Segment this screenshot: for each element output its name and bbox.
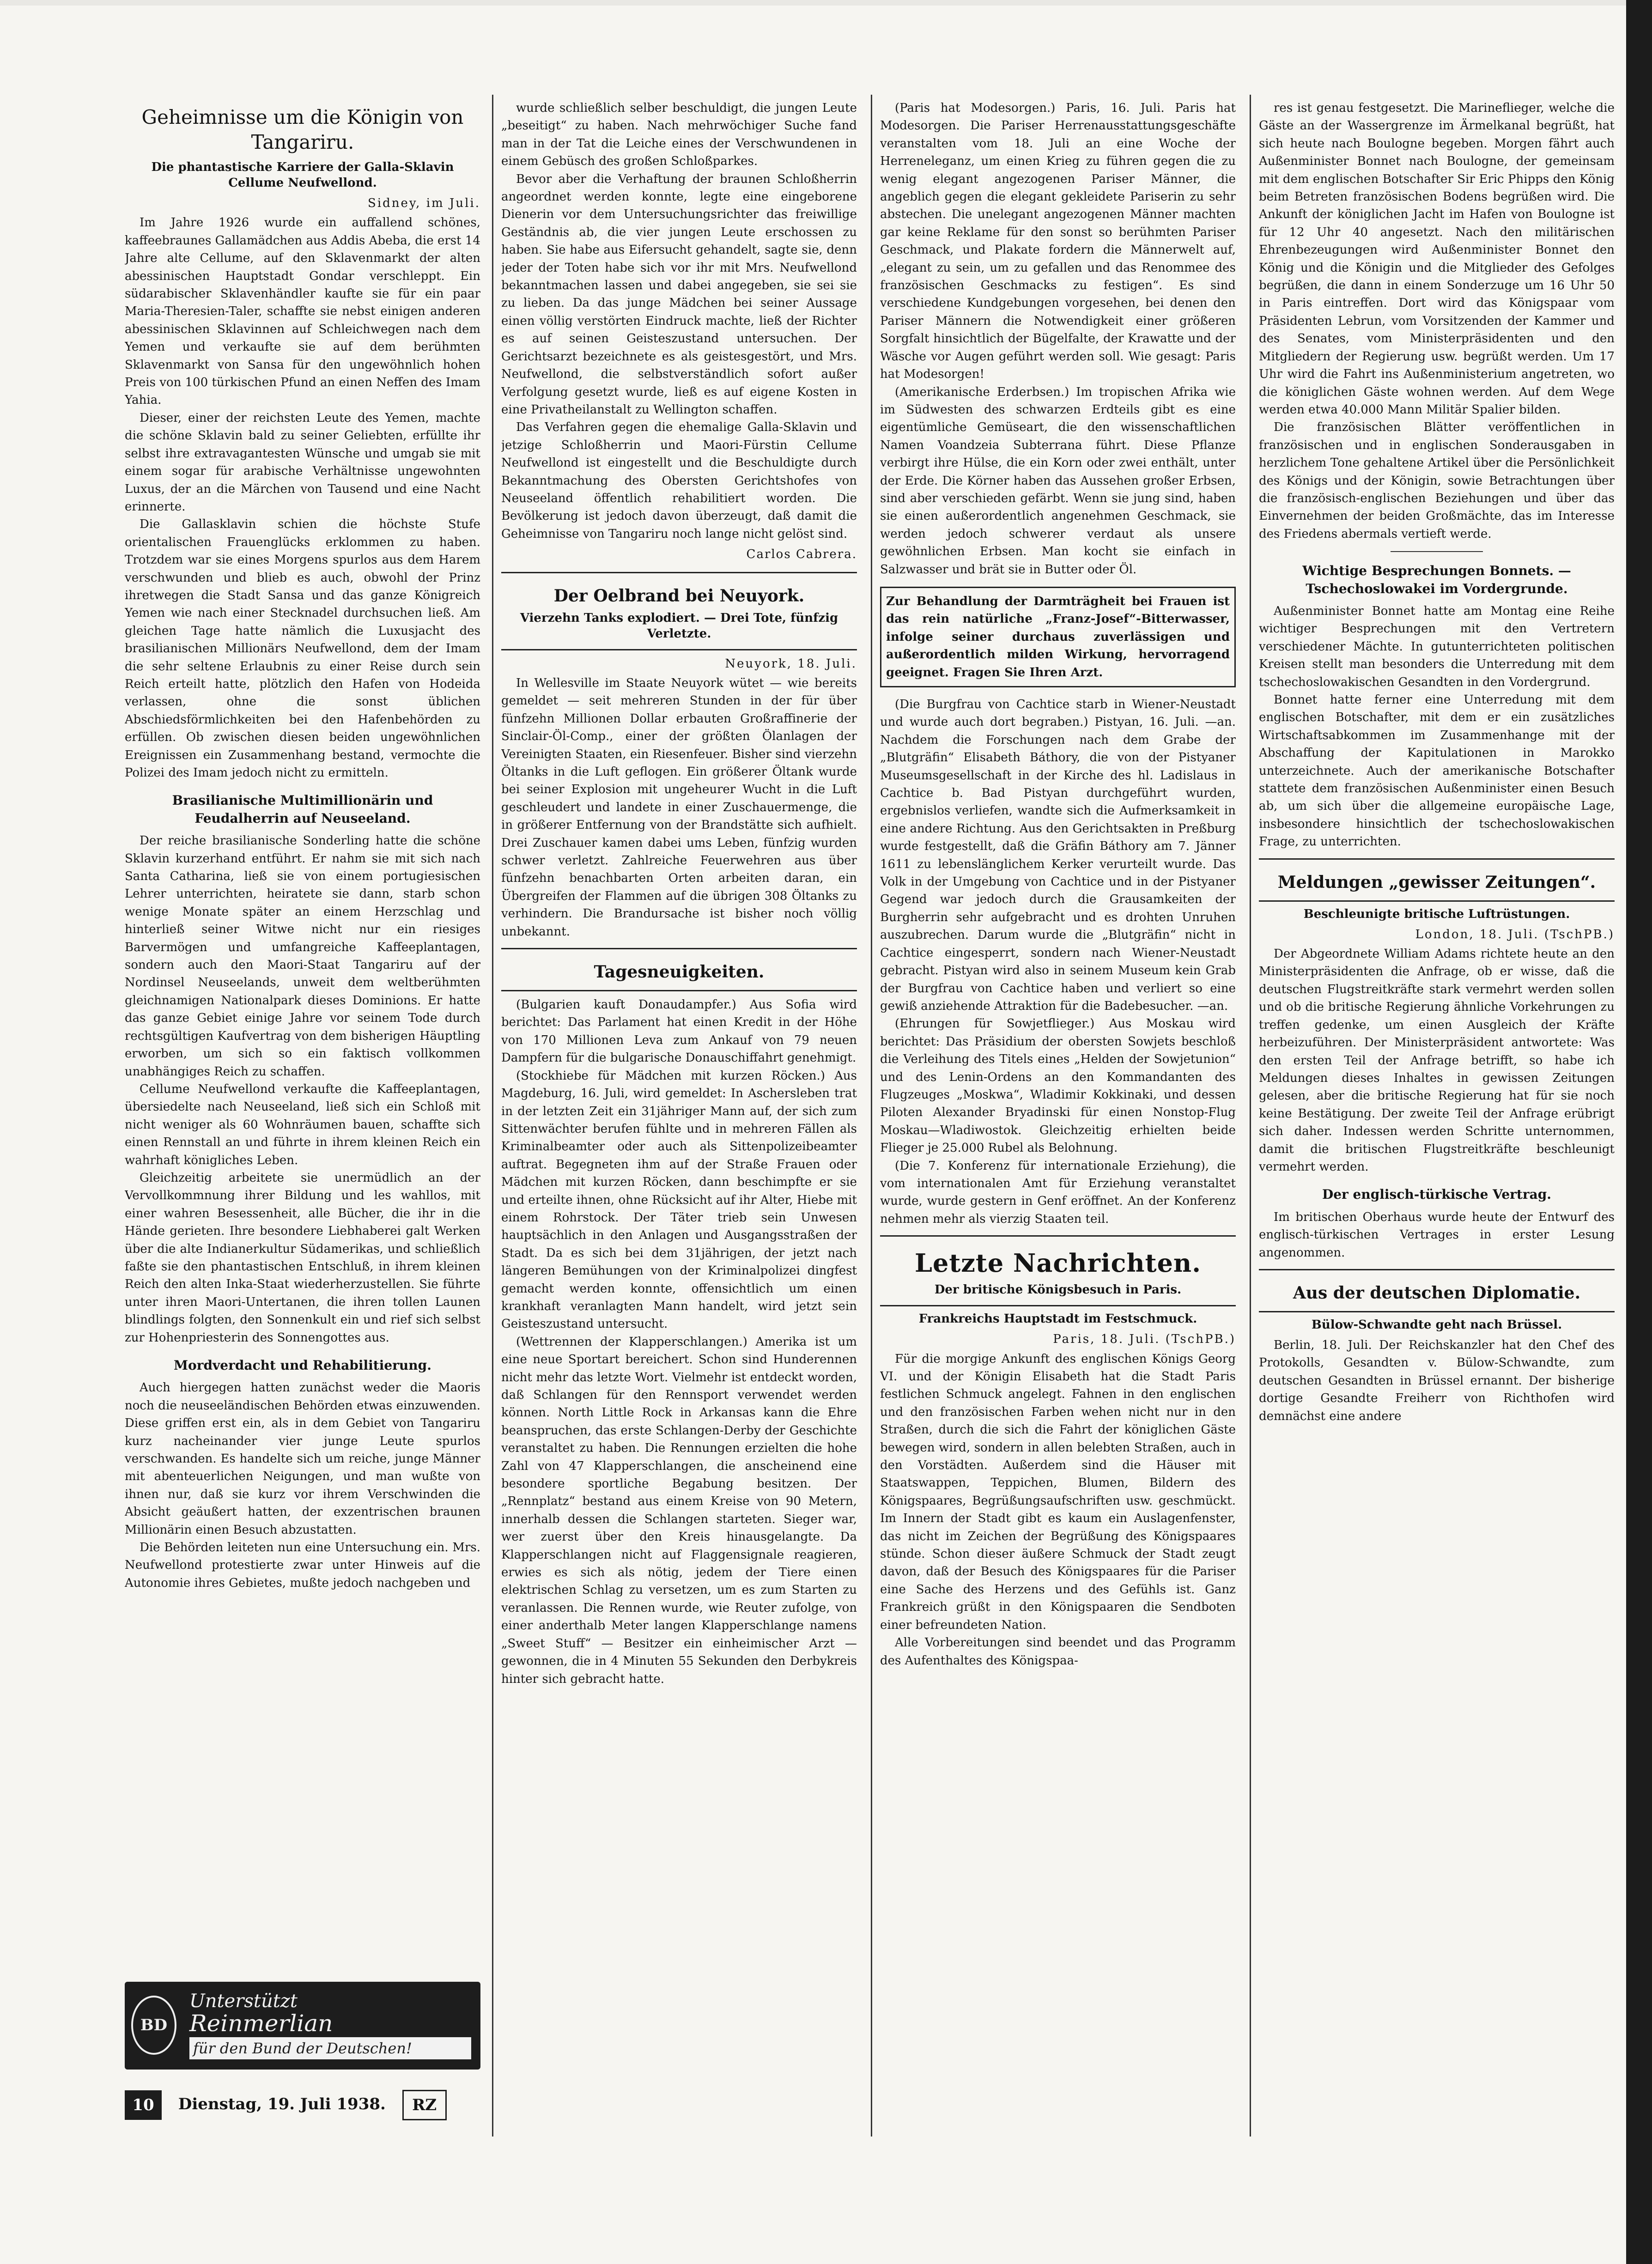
article-title-oelbrand: Der Oelbrand bei Neuyork. xyxy=(553,586,805,606)
ad-slogan xyxy=(189,1990,471,2059)
article-subtitle-oelbrand: Vierzehn Tanks explodiert. — Drei Tote, fünfzig Verletzte. xyxy=(520,611,838,641)
paragraph: Dieser, einer der reichsten Leute des Yemen, machte die schöne Sklavin bald zu seiner Geliebten, erfüllte ihr selbst ihre extravagantesten Wünsche und umgab sie mit einem sogar für arabische Verhältnisse ungewohnten Luxus, der an die Märchen von Tausend und eine Nacht erinnerte. xyxy=(125,411,480,514)
dateline-paris: Paris, 18. Juli. (TschPB.) xyxy=(1053,1332,1236,1347)
paragraph: (Paris hat Modesorgen.) Paris, 16. Juli. Paris hat Modesorgen. Die Pariser Herrenausstattungsgeschäfte veranstalten vom 18. Juli an eine Woche der Herreneleganz, um einen Krieg zu führen gegen die zu wenig elegant angezogenen Pariser Männer, die angeblich gegen die elegant gekleidete Pariserin zu sehr abstechen. Die unelegant angezogenen Männer machten gar keine Reklame für den sonst so berühmten Pariser Geschmack, und Plakate fordern die Männerwelt auf, „elegant zu sein, um zu gefallen und das Renommee des französischen Geschmacks zu festigen“. Es sind verschiedene Kundgebungen vorgesehen, bei denen den Pariser Männern die Notwendigkeit einer größeren Sorgfalt hinsichtlich der Bügelfalte, der Krawatte und der Wäsche vor Augen geführt werden soll. Wie gesagt: Paris hat Modesorgen! xyxy=(880,101,1236,382)
paragraph: (Die Burgfrau von Cachtice starb in Wiener-Neustadt und wurde auch dort begraben.) Pistyan, 16. Juli. —an. Nachdem die Forschungen nach dem Grabe der „Blutgräfin“ Elisabeth Báthory, die von der Pistyaner Museumsgesellschaft in der Kirche des hl. Ladislaus in Cachtice b. Bad Pistyan durchgeführt wurden, ergebnislos verliefen, wandte sich die Aufmerksamkeit in eine andere Richtung. Aus den Gerichtsakten in Preßburg wurde festgestellt, daß die Gräfin Báthory am 7. Jänner 1611 zu lebenslänglichem Kerker verurteilt wurde. Das Volk in der Umgebung von Cachtice und in der Pistyaner Gegend war jedoch durch die Grausamkeiten der Burgherrin sehr aufgebracht und es drohten Unruhen auszubrechen. Darum wurde die „Blutgräfin“ nicht in Cachtice eingesperrt, sondern nach Wiener-Neustadt gebracht. Pistyan wird also in seinem Museum kein Grab der Burgfrau von Cachtice haben und verliert so eine gewiß anziehende Attraktion für die Badebesucher. —an. xyxy=(880,698,1236,1013)
paragraph: (Stockhiebe für Mädchen mit kurzen Röcken.) Aus Magdeburg, 16. Juli, wird gemeldet: In Aschersleben trat in der letzten Zeit ein 31jähriger Mann auf, der sich zum Sittenwächter berufen fühlte und in mehreren Fällen als Kriminalbeamter oder auch als Sittenpolizeibeamter auftrat. Begegneten ihm auf der Straße Frauen oder Mädchen mit kurzen Röcken, dann beschimpfte er sie und erteilte ihnen, ohne Rücksicht auf ihr Alter, Hiebe mit einem Rohrstock. Der Täter trieb sein Unwesen hauptsächlich in den Anlagen und Ausgangsstraßen der Stadt. Da es sich bei dem 31jährigen, der jetzt nach längeren Bemühungen von der Kriminalpolizei dingfest gemacht werden konnte, offensichtlich um einen krankhaft veranlagten Mann handelt, wird jetzt sein Geisteszustand untersucht. xyxy=(501,1068,857,1331)
article-title-meldungen: Meldungen „gewisser Zeitungen“. xyxy=(1277,872,1596,892)
column-2 xyxy=(501,99,857,2169)
ad-line-1: Unterstützt xyxy=(189,1991,298,2012)
paragraph: Für die morgige Ankunft des englischen Königs Georg VI. und der Königin Elisabeth hat die Stadt Paris festlichen Schmuck angelegt. Fahnen in den englischen und den französischen Farben wehen nicht nur in den Straßen, durch die sich die Fahrt der königlichen Gäste bewegen wird, sondern in allen belebten Straßen, auch in den Vorstädten. Außerdem sind die Häuser mit Staatswappen, Teppichen, Blumen, Bildern des Königspaares, Begrüßungsaufschriften usw. geschmückt. Im Innern der Stadt gibt es kaum ein Auslagenfenster, das nicht im Zeichen der Begrüßung des Königspaares stünde. Schon dieser äußere Schmuck der Stadt zeugt davon, daß der Besuch des Königspaares für die Pariser eine Sache des Herzens und des Gefühls ist. Ganz Frankreich grüßt in den Königspaaren die Sendboten einer befreundeten Nation. xyxy=(880,1352,1236,1632)
dateline-neuyork: Neuyork, 18. Juli. xyxy=(725,656,857,671)
paragraph: Die französischen Blätter veröffentlichen in französischen und in englischen Sonderausgaben in herzlichem Tone gehaltene Artikel über die Persönlichkeit des Königs und der Königin, sowie Betrachtungen über die französisch-englischen Beziehungen und über das Einvernehmen der beiden Großmächte, das im Interesse des Friedens abermals vertieft werde. xyxy=(1259,420,1615,541)
paragraph: (Ehrungen für Sowjetflieger.) Aus Moskau wird berichtet: Das Präsidium der obersten Sowjets beschloß die Verleihung des Titels eines „Helden der Sowjetunion“ und des Lenin-Ordens an den Kommandanten des Flugzeuges „Moskwa“, Wladimir Kokkinaki, und dessen Piloten Alexander Bryadinski für einen Nonstop-Flug Moskau—Wladiwostok. Gleichzeitig erhielten beide Flieger je 25.000 Rubel als Belohnung. xyxy=(880,1017,1236,1155)
bund-der-deutschen-ad xyxy=(125,1982,480,2070)
divider xyxy=(1391,551,1483,552)
article-subtitle-koenigsbesuch: Der britische Königsbesuch in Paris. xyxy=(934,1283,1182,1297)
scan-edge-right xyxy=(1626,0,1652,2264)
paragraph: (Wettrennen der Klapperschlangen.) Amerika ist um eine neue Sportart bereichert. Schon sind Hunderennen nicht mehr das letzte Wort. Vielmehr ist entdeckt worden, daß Schlangen für den Rennsport verwendet werden können. North Little Rock in Arkansas kann die Ehre beanspruchen, das erste Schlangen-Derby der Geschichte veranstaltet zu haben. Die Rennungen erzielten die hohe Zahl von 47 Klapperschlangen, die anscheinend eine besondere sportliche Begabung besitzen. Der „Rennplatz“ bestand aus einem Kreise von 90 Metern, innerhalb dessen die Schlangen starteten. Sieger war, wer zuerst über den Kreis hinausgelangte. Da Klapperschlangen nicht auf Flaggensignale reagieren, erwies es sich als nötig, jedem der Tiere einen elektrischen Schlag zu versetzen, um es zum Starten zu veranlassen. Die Rennen wurde, wie Reuter zufolge, von einer anderthalb Meter langen Klapperschlange namens „Sweet Stuff“ — Besitzer ein einheimischer Arzt — gewonnen, die in 4 Minuten 55 Sekunden den Derbykreis hinter sich gebracht hatte. xyxy=(501,1335,857,1686)
paragraph: Die Gallasklavin schien die höchste Stufe orientalischen Frauenglücks erklommen zu haben. Trotzdem war sie eines Morgens spurlos aus dem Harem verschwunden und blieb es auch, obwohl der Prinz ihretwegen die Stadt Sansa und das ganze Königreich Yemen wie nach einer Stecknadel durchsuchen ließ. Am gleichen Tage hatte nämlich die Luxusjacht des brasilianischen Millionärs Neufwellond, dem der Imam die sehr seltene Erlaubnis zu einer Reise durch sein Reich erteilt hatte, plötzlich den Hafen von Hodeida verlassen, ohne die sonst üblichen Abschiedsförmlichkeiten bei den Hafenbehörden zu erfüllen. Ob zwischen diesen beiden ungewöhnlichen Ereignissen ein Zusammenhang bestand, vermochte die Polizei des Imam jedoch nicht zu ermitteln. xyxy=(125,517,480,780)
section-heading: Der englisch-türkische Vertrag. xyxy=(1322,1187,1552,1202)
section-heading: Wichtige Besprechungen Bonnets. — Tschechoslowakei im Vordergrunde. xyxy=(1302,563,1571,596)
column-1 xyxy=(125,99,480,2169)
article-subtitle-festschmuck: Frankreichs Hauptstadt im Festschmuck. xyxy=(918,1312,1197,1326)
article-title-diplomatie: Aus der deutschen Diplomatie. xyxy=(1293,1283,1581,1303)
section-heading: Brasilianische Multimillionärin und Feudalherrin auf Neuseeland. xyxy=(172,793,433,826)
author-signature: Carlos Cabrera. xyxy=(746,547,857,562)
paragraph: Das Verfahren gegen die ehemalige Galla-Sklavin und jetzige Schloßherrin und Maori-Fürstin Cellume Neufwellond ist eingestellt und die Beschuldigte durch Bekanntmachung des Obersten Gerichtshofes von Neuseeland öffentlich rehabilitiert worden. Die Bevölkerung ist jedoch davon überzeugt, daß damit die Geheimnisse von Tangariru noch lange nicht gelöst sind. xyxy=(501,420,857,541)
paragraph: Der reiche brasilianische Sonderling hatte die schöne Sklavin kurzerhand entführt. Er nahm sie mit sich nach Santa Catharina, ließ sie von einem portugiesischen Lehrer unterrichten, heiratete sie dann, starb schon wenige Monate später an einem Herzschlag und hinterließ seiner Witwe nicht nur ein riesiges Barvermögen und umfangreiche Kaffeeplantagen, sondern auch den Maori-Staat Tangariru auf der Nordinsel Neuseelands, unweit dem weltberühmten gleichnamigen Nationalpark dieses Dominions. Er hatte das ganze Gebiet einige Jahre vor seinem Tode durch rechtsgültigen Kaufvertrag von dem bisherigen Häuptling erworben, um sich so ein faktisch vollkommen unabhängiges Reich zu schaffen. xyxy=(125,834,480,1079)
article-title-tangariru: Geheimnisse um die Königin von Tangariru. xyxy=(141,106,464,153)
paragraph: Gleichzeitig arbeitete sie unermüdlich an der Vervollkommnung ihrer Bildung und les wahllos, mit einer wahren Besessenheit, alle Bücher, die ihr in die Hände gerieten. Ihre besondere Liebhaberei galt Werken über die alte Indianerkultur Südamerikas, und schließlich faßte sie den phantastischen Entschluß, in ihrem kleinen Reich den alten Inka-Staat wiederherzustellen. Sie führte unter ihren Maori-Untertanen, die ihren tollen Launen blindlings folgten, den Sonnenkult ein und rief sich selbst zur Hohenpriesterin des Sonnengottes aus. xyxy=(125,1171,480,1345)
column-4 xyxy=(1259,99,1615,2169)
bd-badge-icon: BD xyxy=(131,1996,176,2055)
column-rule-2 xyxy=(871,95,872,2137)
paragraph: res ist genau festgesetzt. Die Marineflieger, welche die Gäste an der Wassergrenze im Ärmelkanal begrüßt, hat sich heute nach Boulogne begeben. Morgen fährt auch Außenminister Bonnet nach Boulogne, der gemeinsam mit dem englischen Botschafter Sir Eric Phipps den König beim Betreten französischen Bodens begrüßen wird. Die Ankunft der königlichen Jacht im Hafen von Boulogne ist für 12 Uhr 40 angesetzt. Nach den militärischen Ehrenbezeugungen wird Außenminister Bonnet den König und die Königin und die Mitglieder des Gefolges begrüßen, die dann in einem Sonderzuge um 16 Uhr 50 in Paris eintreffen. Dort wird das Königspaar vom Präsidenten Lebrun, vom Vorsitzenden der Kammer und des Senates, vom Ministerpräsidenten und den Mitgliedern der Regierung usw. begrüßt werden. Um 17 Uhr wird die Fahrt ins Außenministerium angetreten, wo die königlichen Gäste wohnen werden. Auf dem Wege werden etwa 40.000 Mann Militär Spalier bilden. xyxy=(1259,101,1615,417)
scan-edge-top xyxy=(0,0,1652,6)
paragraph: Cellume Neufwellond verkaufte die Kaffeeplantagen, übersiedelte nach Neuseeland, ließ sich ein Schloß mit nicht weniger als 60 Wohnräumen bauen, schaffte sich einen Rennstall an und führte in ihrem kleinen Reich ein wahrhaft königliches Leben. xyxy=(125,1082,480,1167)
paragraph: wurde schließlich selber beschuldigt, die jungen Leute „beseitigt“ zu haben. Nach mehrwöchiger Suche fand man in der Tat die Leiche eines der Verschwundenen in einem Gebüsch des großen Schloßparkes. xyxy=(501,101,857,169)
paragraph: In Wellesville im Staate Neuyork wütet — wie bereits gemeldet — seit mehreren Stunden in der für über fünfzehn Millionen Dollar erbauten Großraffinerie der Sinclair-Öl-Comp., einer der größten Ölanlagen der Vereinigten Staaten, ein Riesenfeuer. Bisher sind vierzehn Öltanks in die Luft geflogen. Ein größerer Öltank wurde bei seiner Explosion mit ungeheurer Wucht in die Luft geschleudert und landete in einer Zuschauermenge, die in größerer Entfernung von der Brandstätte sich aufhielt. Drei Zuschauer kamen dabei ums Leben, fünfzig wurden schwer verletzt. Zahlreiche Feuerwehren aus über fünfzehn benachbarten Orten arbeiten daran, ein Übergreifen der Flammen auf die übrigen 308 Öltanks zu verhindern. Die Brandursache ist bisher noch völlig unbekannt. xyxy=(501,676,857,939)
dateline-london: London, 18. Juli. (TschPB.) xyxy=(1415,927,1615,941)
column-3 xyxy=(880,99,1236,2169)
paragraph: Die Behörden leiteten nun eine Untersuchung ein. Mrs. Neufwellond protestierte zwar unter Hinweis auf die Autonomie ihres Gebietes, mußte jedoch nachgeben und xyxy=(125,1541,480,1590)
paragraph: Außenminister Bonnet hatte am Montag eine Reihe wichtiger Besprechungen mit den Vertretern verschiedener Mächte. In gutunterrichteten politischen Kreisen stellt man besonders die Unterredung mit dem tschechoslowakischen Gesandten in den Vordergrund. xyxy=(1259,604,1615,689)
paragraph: Auch hiergegen hatten zunächst weder die Maoris noch die neuseeländischen Behörden etwas einzuwenden. Diese griffen erst ein, als in dem Gebiet von Tangariru kurz nacheinander vier junge Leute spurlos verschwanden. Es handelte sich um reiche, junge Männer mit abenteuerlichen Neigungen, und man wußte von ihnen nur, daß sie kurz vor ihrem Verschwinden die Absicht geäußert hatten, der exzentrischen braunen Millionärin einen Besuch abzustatten. xyxy=(125,1381,480,1537)
section-title-letzte-nachrichten: Letzte Nachrichten. xyxy=(915,1248,1201,1278)
section-title-tagesneuigkeiten: Tagesneuigkeiten. xyxy=(594,962,765,982)
paragraph: (Bulgarien kauft Donaudampfer.) Aus Sofia wird berichtet: Das Parlament hat einen Kredit in der Höhe von 170 Millionen Leva zum Ankauf von 79 neuen Dampfern für die bulgarische Donauschiffahrt genehmigt. xyxy=(501,998,857,1065)
paragraph: (Die 7. Konferenz für internationale Erziehung), die vom internationalen Amt für Erziehung veranstaltet wurde, wurde gestern in Genf eröffnet. An der Konferenz nehmen mehr als vierzig Staaten teil. xyxy=(880,1159,1236,1226)
ad-line-3: für den Bund der Deutschen! xyxy=(189,2037,471,2059)
paragraph: Berlin, 18. Juli. Der Reichskanzler hat den Chef des Protokolls, Gesandten v. Bülow-Schwandte, zum deutschen Gesandten in Brüssel ernannt. Der bisherige dortige Gesandte Freiherr von Richthofen wird demnächst eine andere xyxy=(1259,1338,1615,1423)
paragraph: Alle Vorbereitungen sind beendet und das Programm des Aufenthaltes des Königspaa- xyxy=(880,1636,1236,1668)
advertisement-bitterwasser: Zur Behandlung der Darmträgheit bei Frauen ist das rein natürliche „Franz-Josef“-Bitterwasser, infolge seiner durchaus zuverlässigen und außerordentlich milden Wirkung, hervorragend geeignet. Fragen Sie Ihren Arzt. xyxy=(880,587,1236,687)
paragraph: Im britischen Oberhaus wurde heute der Entwurf des englisch-türkischen Vertrages in erster Lesung angenommen. xyxy=(1259,1210,1615,1260)
rz-logo: RZ xyxy=(402,2090,447,2120)
column-rule-1 xyxy=(492,95,493,2137)
paragraph: Bevor aber die Verhaftung der braunen Schloßherrin angeordnet werden konnte, legte eine eingeborene Dienerin vor dem Untersuchungsrichter das freiwillige Geständnis ab, die vier jungen Leute erschossen zu haben. Sie habe aus Eifersucht gehandelt, sagte sie, denn jeder der Toten habe sich vor ihr mit Mrs. Neufwellond bekanntmachen lassen und dabei angegeben, sie sei sie zu lieben. Da das junge Mädchen bei seiner Aussage einen völlig verstörten Eindruck machte, ließ der Richter es auf seinen Geisteszustand untersuchen. Der Gerichtsarzt bezeichnete es als geistesgestört, und Mrs. Neufwellond, die selbstverständlich sofort außer Verfolgung gesetzt wurde, ließ es auf eigene Kosten in eine Privatheilanstalt zu Wellington schaffen. xyxy=(501,172,857,417)
dateline-sidney: Sidney, im Juli. xyxy=(368,196,480,210)
article-subtitle-luftruestungen: Beschleunigte britische Luftrüstungen. xyxy=(1303,907,1570,921)
article-subtitle-tangariru: Die phantastische Karriere der Galla-Sklavin Cellume Neufwellond. xyxy=(151,160,454,190)
article-subtitle-buelow: Bülow-Schwandte geht nach Brüssel. xyxy=(1311,1317,1562,1332)
issue-date: Dienstag, 19. Juli 1938. xyxy=(178,2095,386,2113)
ad-line-2: Reinmerlian xyxy=(189,2010,333,2037)
page-number: 10 xyxy=(125,2090,162,2120)
section-heading: Mordverdacht und Rehabilitierung. xyxy=(174,1358,431,1373)
page-footer xyxy=(125,2088,531,2120)
paragraph: (Amerikanische Erderbsen.) Im tropischen Afrika wie im Südwesten des schwarzen Erdteils gibt es eine eigentümliche Gemüseart, die den wissenschaftlichen Namen Voandzeia Subterrana führt. Diese Pflanze verbirgt ihre Hülse, die ein Korn oder zwei enthält, unter der Erde. Die Körner haben das Aussehen großer Erbsen, sind aber verschieden gefärbt. Wenn sie jung sind, haben sie einen außerordentlich angenehmen Geschmack, sie werden jedoch schwerer verdaut als unsere gewöhnlichen Erbsen. Man kocht sie einfach in Salzwasser und brät sie in Butter oder Öl. xyxy=(880,385,1236,577)
paragraph: Im Jahre 1926 wurde ein auffallend schönes, kaffeebraunes Gallamädchen aus Addis Abeba, die erst 14 Jahre alte Cellume, auf den Sklavenmarkt der alten abessinischen Hauptstadt Gondar verschleppt. Ein südarabischer Sklavenhändler kaufte sie für ein paar Maria-Theresien-Taler, schaffte sie nebst einigen anderen abessinischen Sklavinnen auf Schleichwegen nach dem Yemen und verkaufte sie auf dem berühmten Sklavenmarkt von Sansa für den ungewöhnlich hohen Preis von 100 türkischen Pfund an einen Neffen des Imam Yahia. xyxy=(125,216,480,407)
column-rule-3 xyxy=(1250,95,1251,2137)
paragraph: Bonnet hatte ferner eine Unterredung mit dem englischen Botschafter, mit dem er ein zusätzliches Wirtschaftsabkommen im Zusammenhange mit der Abschaffung der Kapitulationen in Marokko unterzeichnete. Auch der amerikanische Botschafter stattete dem französischen Außenminister einen Besuch ab, um sich über die allgemeine europäische Lage, insbesondere hinsichtlich der tschechoslowakischen Frage, zu unterrichten. xyxy=(1259,693,1615,849)
paragraph: Der Abgeordnete William Adams richtete heute an den Ministerpräsidenten die Anfrage, ob er wisse, daß die deutschen Flugstreitkräfte stark vermehrt werden sollen und ob die britische Regierung ähnliche Vorkehrungen zu treffen gedenke, um einen Ausgleich der Kräfte herbeizuführen. Der Ministerpräsident antwortete: Was den ersten Teil der Anfrage betrifft, so habe ich Meldungen dieses Inhaltes in gewissen Zeitungen gelesen, aber die britische Regierung hat für sie noch keine Bestätigung. Der zweite Teil der Anfrage erübrigt sich daher. Indessen werden Schritte unternommen, damit die britischen Flugstreitkräfte beschleunigt vermehrt werden. xyxy=(1259,947,1615,1174)
